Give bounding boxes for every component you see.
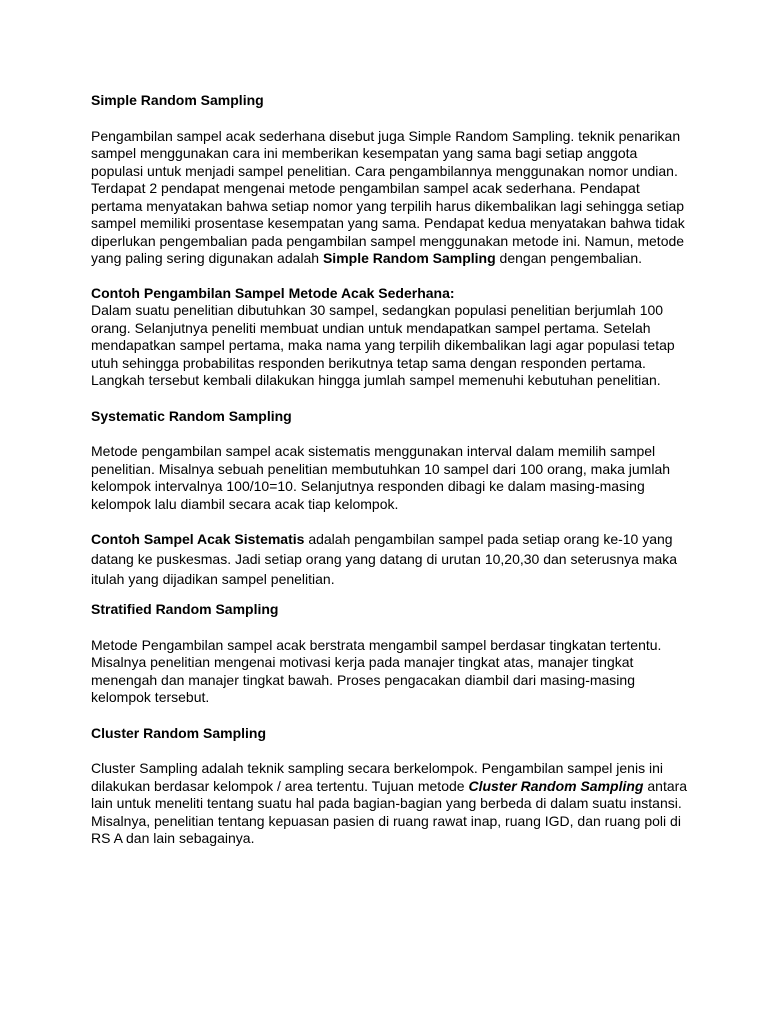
paragraph-text: Terdapat 2 pendapat mengenai metode pengambilan sampel acak sederhana. Pendapat pertama menyatakan bahwa setiap nomor yang terpilih harus dikembalikan lagi sehingga setiap sampel memiliki prosentase kesempatan yang sama. Pendapat kedua menyatakan bahwa tidak diperlukan pengembalian pada pengambilan sampel menggunakan metode ini. Namun, metode yang paling sering digunakan adalah: [91, 180, 685, 266]
paragraph-text: adalah pengambilan sampel pada setiap orang ke-10 yang datang ke puskesmas. Jadi setiap orang yang datang di urutan 10,20,30 dan seterusnya maka itulah yang dijadikan sampel penelitian.: [91, 531, 678, 587]
paragraph-text: dengan pengembalian.: [495, 250, 643, 266]
paragraph-stratified-definition: Metode Pengambilan sampel acak berstrata mengambil sampel berdasar tingkatan tertentu. Misalnya penelitian mengenai motivasi kerja pada manajer tingkat atas, manajer tingkat menengah dan manajer tingkat bawah. Proses pengacakan diambil dari masing-masing kelompok tersebut.: [91, 636, 662, 705]
heading-simple-random-sampling: Simple Random Sampling: [91, 92, 264, 108]
paragraph-text: Cluster Sampling adalah teknik sampling secara berkelompok. Pengambilan sampel jenis ini dilakukan berdasar kelompok / area tertentu. Tujuan metode: [91, 760, 663, 794]
paragraph-systematic-example: [91, 529, 691, 589]
bold-term: Simple Random Sampling: [322, 250, 496, 266]
heading-cluster-random-sampling: Cluster Random Sampling: [91, 724, 267, 741]
subheading-simple-example: Contoh Pengambilan Sampel Metode Acak Sederhana:: [91, 284, 455, 301]
heading-stratified-random-sampling: Stratified Random Sampling: [91, 601, 279, 617]
paragraph-systematic-definition: Metode pengambilan sampel acak sistematis menggunakan interval dalam memilih sampel penelitian. Misalnya sebuah penelitian membutuhkan 10 sampel dari 100 orang, maka jumlah kelompok intervalnya 100/10=10. Selanjutnya responden dibagi ke dalam masing-masing kelompok lalu diambil secara acak tiap kelompok.: [91, 443, 671, 512]
paragraph-simple-example: Dalam suatu penelitian dibutuhkan 30 sampel, sedangkan populasi penelitian berjumlah 100 orang. Selanjutnya peneliti membuat undian untuk mendapatkan sampel pertama. Setelah mendapatkan sampel pertama, maka nama yang terpilih dikembalikan lagi agar populasi tetap utuh sehingga probabilitas responden berikutnya tetap sama dengan responden pertama. Langkah tersebut kembali dilakukan hingga jumlah sampel memenuhi kebutuhan penelitian.: [91, 302, 675, 388]
paragraph-text: antara lain untuk meneliti tentang suatu hal pada bagian-bagian yang berbeda di dalam suatu instansi.: [91, 777, 688, 811]
paragraph-cluster-definition: [91, 760, 691, 813]
bold-italic-term: Cluster Random Sampling: [468, 777, 644, 794]
heading-systematic-random-sampling: Systematic Random Sampling: [91, 407, 292, 424]
bold-term: Contoh Sampel Acak Sistematis: [91, 531, 305, 547]
document-page: [91, 92, 691, 848]
paragraph-simple-opinions: [91, 180, 691, 268]
paragraph-simple-definition: Pengambilan sampel acak sederhana disebut juga Simple Random Sampling. teknik penarikan sampel menggunakan cara ini memberikan kesempatan yang sama bagi setiap anggota populasi untuk menjadi sampel penelitian. Cara pengambilannya menggunakan nomor undian.: [91, 127, 681, 179]
paragraph-cluster-example: Misalnya, penelitian tentang kepuasan pasien di ruang rawat inap, ruang IGD, dan ruang poli di RS A dan lain sebagainya.: [91, 812, 681, 846]
